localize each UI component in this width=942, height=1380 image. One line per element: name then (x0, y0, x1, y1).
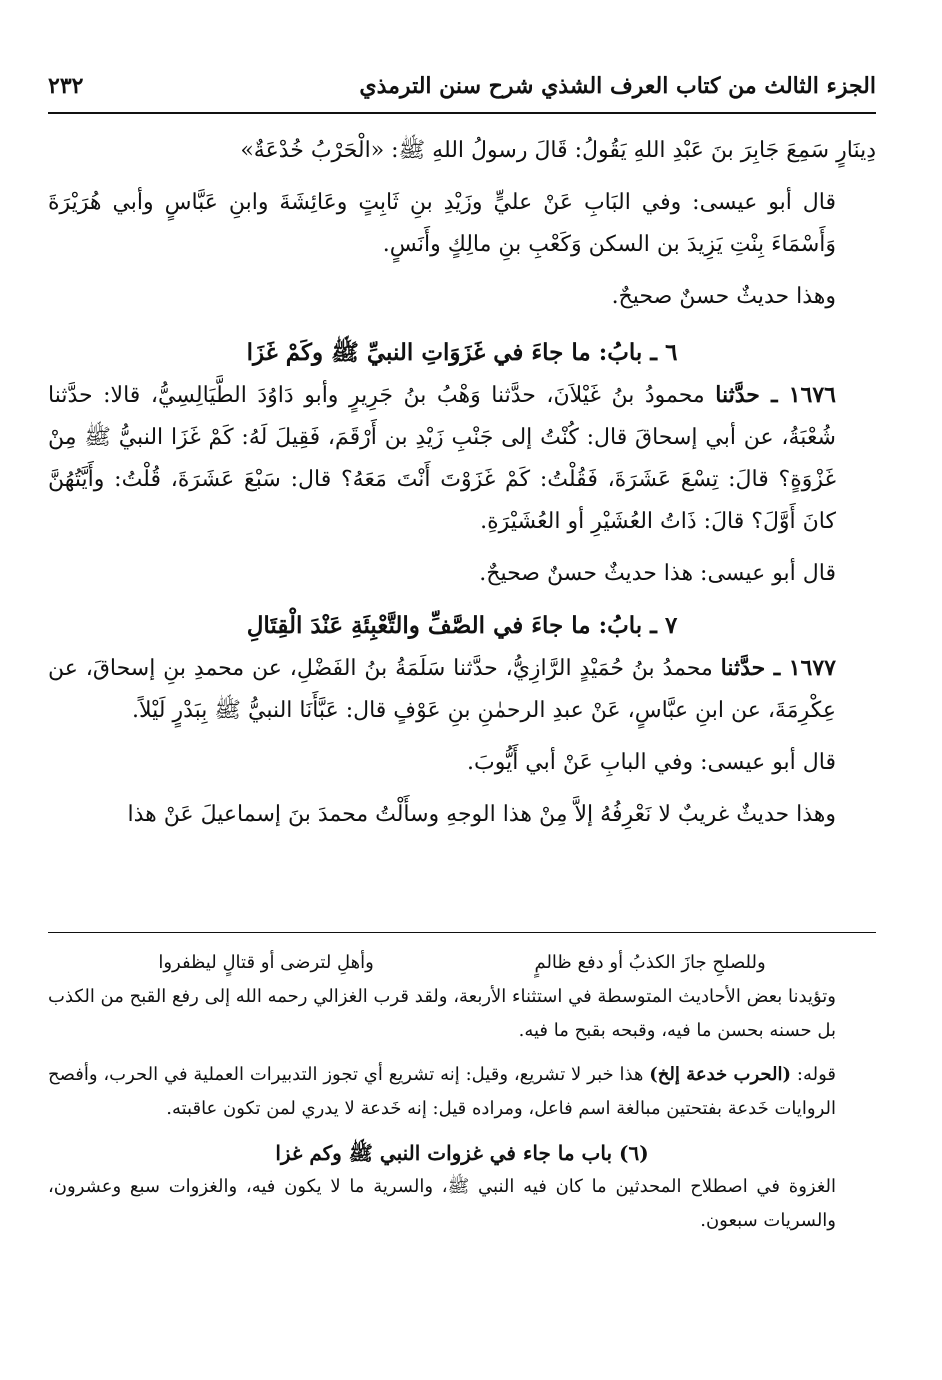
hadith-number: ١٦٧٧ ـ حدَّثنا (720, 655, 836, 681)
note-heading: (٦) باب ما جاء في غزوات النبي ﷺ وكم غزا (275, 1141, 649, 1165)
poem-hemistich-right: وللصلحِ جازَ الكذبُ أو دفع ظالمٍ (534, 952, 766, 973)
running-title: الجزء الثالث من كتاب العرف الشذي شرح سنن الترمذي (359, 73, 876, 99)
hadith-1676 (48, 374, 876, 543)
chapter-heading: ٦ ـ بابُ: ما جاءَ في غَزَوَاتِ النبيِّ ﷺ وكَمْ غَزَا (246, 339, 678, 366)
paragraph: قال أبو عيسى: وفي البابِ عَنْ أبي أَيُّوبَ. (467, 750, 836, 775)
document-page (48, 0, 876, 1380)
hadith-text: محمدُ بنُ حُمَيْدٍ الرَّازِيُّ، حدَّثنا سَلَمَةُ بنُ الفَضْلِ، عن محمدِ بنِ إسحاقَ، عن عِكْرِمَةَ، عن ابنِ عبَّاسٍ، عَنْ عبدِ الرحمٰنِ بنِ عَوْفٍ قال: عَبَّأَنَا النبيُّ ﷺ بِبَدْرٍ لَيْلاً. (48, 656, 836, 723)
note-keyword: (الحرب خدعة إلخ) (649, 1064, 792, 1085)
note-paragraph: وتؤيدنا بعض الأحاديث المتوسطة في استثناء الأربعة، ولقد قرب الغزالي رحمه الله إلى رفع القبح من الكذب بل حسنه بحسن ما فيه، وقبحه بقبح ما فيه. (48, 986, 836, 1041)
note-paragraph: الغزوة في اصطلاح المحدثين ما كان فيه النبي ﷺ، والسرية ما لا يكون فيه، والغزوات سبع وعشرون، والسريات سبعون. (48, 1176, 836, 1231)
page-header (48, 66, 876, 106)
page-number: ٢٣٢ (48, 73, 84, 99)
paragraph: وهذا حديثٌ حسنٌ صحيحٌ. (611, 284, 836, 309)
footnote-rule (48, 932, 876, 933)
hadith-number: ١٦٧٦ ـ حدَّثنا (715, 382, 836, 408)
chapter-heading: ٧ ـ بابُ: ما جاءَ في الصَّفِّ والتَّعْبِئَةِ عَنْدَ الْقِتَالِ (246, 612, 678, 639)
paragraph: وهذا حديثٌ غريبٌ لا نَعْرِفُهُ إلاَّ مِنْ هذا الوجهِ وسأَلْتُ محمدَ بنَ إسماعيلَ عَنْ هذا (127, 802, 836, 827)
paragraph: دِينَارٍ سَمِعَ جَابِرَ بنَ عَبْدِ اللهِ يَقُولُ: قَالَ رسولُ اللهِ ﷺ: «الْحَرْبُ خُدْعَةٌ» (240, 138, 876, 163)
hadith-1677 (48, 647, 876, 732)
poem-hemistich-left: وأهلِ لترضى أو قتالٍ ليظفروا (158, 952, 374, 973)
note-text: هذا خبر لا تشريع، وقيل: إنه تشريع أي تجوز التدبيرات العملية في الحرب، وأفصح الروايات خَدعة بفتحتين مبالغة اسم فاعل، ومراده قيل: إنه خَدعة لا يدري لمن تكون عاقبته. (48, 1064, 836, 1119)
commentary (48, 946, 876, 1238)
poem-verse (48, 946, 876, 980)
main-text (48, 130, 876, 836)
header-rule (48, 112, 876, 114)
note-paragraph (48, 1058, 876, 1126)
paragraph: قال أبو عيسى: هذا حديثٌ حسنٌ صحيحٌ. (479, 561, 836, 586)
note-prefix: قوله: (796, 1064, 836, 1085)
hadith-text: محمودُ بنُ غَيْلاَنَ، حدَّثنا وَهْبُ بنُ جَرِيرٍ وأبو دَاوُدَ الطَّيَالِسِيُّ، قالا: حدَّثنا شُعْبَةُ، عن أبي إسحاقَ قال: كُنْتُ إلى جَنْبِ زَيْدِ بن أَرْقَمَ، فَقِيلَ لَهُ: كَمْ غَزَا النبيُّ ﷺ مِنْ غَزْوَةٍ؟ قالَ: تِسْعَ عَشَرَةَ، فَقُلْتُ: كَمْ غَزَوْتَ أَنْتَ مَعَهُ؟ قال: سَبْعَ عَشَرَةَ، قُلْتُ: وأَيَّتُهُنَّ كانَ أَوَّلَ؟ قالَ: ذَاتُ العُشَيْرِ أو العُشَيْرَةِ. (48, 383, 836, 534)
paragraph: قال أبو عيسى: وفي البَابِ عَنْ عليٍّ وزَيْدِ بنِ ثَابِتٍ وعَائِشَةَ وابنِ عَبَّاسٍ وأبي هُرَيْرَةَ وَأَسْمَاءَ بِنْتِ يَزِيدَ بن السكن وَكَعْبِ بنِ مالِكٍ وأَنَسٍ. (48, 190, 836, 257)
